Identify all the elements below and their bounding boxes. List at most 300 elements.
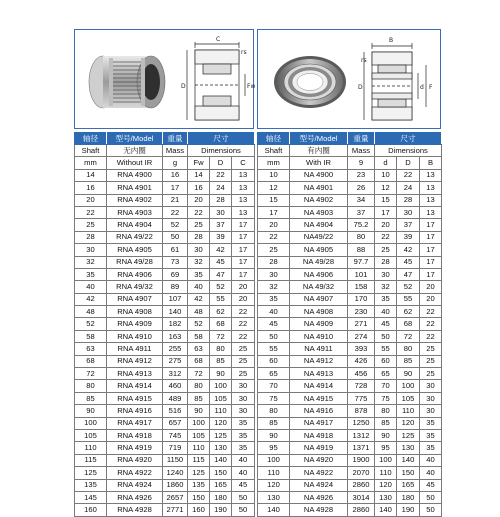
table-row: [258, 491, 442, 503]
dim-label-rs-right: rs: [361, 57, 367, 64]
dim2-cell: 190: [210, 504, 232, 516]
dim3-cell: 20: [232, 281, 255, 293]
dim2-cell: 68: [397, 318, 420, 330]
dim2-cell: 80: [210, 343, 232, 355]
model-cell: NA 4922: [290, 467, 348, 479]
dim2-cell: 28: [397, 194, 420, 206]
table-row: [75, 467, 255, 479]
model-cell: NA 4917: [290, 417, 348, 429]
mass-cell: 657: [163, 417, 188, 429]
model-cell: RNA 4906: [107, 268, 163, 280]
mass-cell: 158: [348, 281, 375, 293]
model-cell: RNA 4902: [107, 194, 163, 206]
mass-cell: 1371: [348, 442, 375, 454]
table-row: [75, 306, 255, 318]
shaft-cell: 35: [258, 293, 290, 305]
model-cell: NA 4920: [290, 454, 348, 466]
bearing-ring-photo: [274, 56, 346, 108]
mass-cell: 426: [348, 355, 375, 367]
dim2-cell: 150: [397, 467, 420, 479]
dim2-cell: 100: [210, 380, 232, 392]
table-row: [258, 194, 442, 206]
dim1-cell: 45: [375, 318, 397, 330]
shaft-cell: 85: [258, 417, 290, 429]
model-cell: RNA 4908: [107, 306, 163, 318]
dim3-cell: 13: [232, 182, 255, 194]
dim3-cell: 50: [420, 504, 442, 516]
dim3-cell: 35: [420, 417, 442, 429]
col-header-mass-right: Mass: [348, 145, 375, 157]
model-cell: NA 4904: [290, 219, 348, 231]
dim3-cell: 30: [232, 405, 255, 417]
mass-cell: 255: [163, 343, 188, 355]
dim2-cell: 140: [397, 454, 420, 466]
dim3-cell: 25: [420, 368, 442, 380]
dim3-cell: 13: [232, 206, 255, 218]
shaft-cell: 63: [75, 343, 107, 355]
col-unit-d: D: [210, 157, 232, 169]
col-header-model-right: 有内圈: [290, 145, 348, 157]
dim2-cell: 42: [210, 244, 232, 256]
dim2-cell: 52: [397, 281, 420, 293]
dim3-cell: 13: [232, 194, 255, 206]
table-row: [75, 454, 255, 466]
mass-cell: 274: [348, 330, 375, 342]
table-row: [258, 256, 442, 268]
dim3-cell: 13: [420, 194, 442, 206]
shaft-cell: 35: [75, 268, 107, 280]
mass-cell: 75.2: [348, 219, 375, 231]
mass-cell: 489: [163, 392, 188, 404]
shaft-cell: 80: [258, 405, 290, 417]
header-row-units: [75, 157, 255, 169]
mass-cell: 1900: [348, 454, 375, 466]
mass-cell: 80: [348, 231, 375, 243]
mass-cell: 1860: [163, 479, 188, 491]
col-unit-b: B: [420, 157, 442, 169]
col-header-model-zh: 型号/Model: [107, 133, 163, 145]
mass-cell: 21: [163, 194, 188, 206]
dim3-cell: 20: [232, 293, 255, 305]
dim1-cell: 12: [375, 182, 397, 194]
model-cell: NA 4908: [290, 306, 348, 318]
dim1-cell: 125: [188, 467, 210, 479]
dim3-cell: 17: [232, 244, 255, 256]
mass-cell: 1150: [163, 454, 188, 466]
col-header-model-zh-right: 型号/Model: [290, 133, 348, 145]
dim1-cell: 17: [375, 206, 397, 218]
table-row: [75, 169, 255, 181]
shaft-cell: 130: [258, 491, 290, 503]
mass-cell: 182: [163, 318, 188, 330]
table-row: [258, 355, 442, 367]
table-row: [75, 231, 255, 243]
dim3-cell: 25: [232, 355, 255, 367]
mass-cell: 2860: [348, 479, 375, 491]
dim1-cell: 20: [188, 194, 210, 206]
mass-cell: 719: [163, 442, 188, 454]
col-header-dimensions: Dimensions: [188, 145, 255, 157]
dim1-cell: 80: [188, 380, 210, 392]
dim3-cell: 22: [232, 306, 255, 318]
shaft-cell: 120: [258, 479, 290, 491]
mass-cell: 271: [348, 318, 375, 330]
shaft-cell: 28: [258, 256, 290, 268]
shaft-cell: 110: [258, 467, 290, 479]
model-cell: NA 4910: [290, 330, 348, 342]
model-cell: RNA 4916: [107, 405, 163, 417]
model-cell: RNA 4919: [107, 442, 163, 454]
model-cell: NA 4903: [290, 206, 348, 218]
dim3-cell: 22: [420, 306, 442, 318]
mass-cell: 163: [163, 330, 188, 342]
dim1-cell: 32: [375, 281, 397, 293]
dim1-cell: 55: [375, 343, 397, 355]
dim1-cell: 52: [188, 318, 210, 330]
col-unit-model: Without IR: [107, 157, 163, 169]
table-row: [75, 442, 255, 454]
dim2-cell: 62: [210, 306, 232, 318]
shaft-cell: 15: [258, 194, 290, 206]
table-row: [258, 467, 442, 479]
model-cell: NA 4902: [290, 194, 348, 206]
shaft-cell: 42: [75, 293, 107, 305]
dim1-cell: 80: [375, 405, 397, 417]
table-row: [75, 380, 255, 392]
mass-cell: 775: [348, 392, 375, 404]
mass-cell: 2070: [348, 467, 375, 479]
dim1-cell: 135: [188, 479, 210, 491]
table-row: [258, 405, 442, 417]
dim1-cell: 40: [375, 306, 397, 318]
shaft-cell: 20: [258, 219, 290, 231]
model-cell: RNA 4913: [107, 368, 163, 380]
dim2-cell: 47: [397, 268, 420, 280]
shaft-cell: 65: [258, 368, 290, 380]
table-row: [258, 442, 442, 454]
model-cell: NA 4900: [290, 169, 348, 181]
dim3-cell: 45: [420, 479, 442, 491]
dim-label-fw: Fw: [247, 83, 255, 90]
figure-row: [74, 29, 441, 131]
header-row-english: [75, 145, 255, 157]
model-cell: RNA 4917: [107, 417, 163, 429]
mass-cell: 107: [163, 293, 188, 305]
table-row: [258, 293, 442, 305]
dim3-cell: 50: [232, 491, 255, 503]
mass-cell: 101: [348, 268, 375, 280]
table-row: [75, 293, 255, 305]
dim-label-d-outer: D: [358, 84, 363, 91]
dim2-cell: 85: [397, 355, 420, 367]
mass-cell: 34: [348, 194, 375, 206]
dim3-cell: 35: [420, 429, 442, 441]
table-without-inner-ring: [74, 132, 255, 517]
table-row: [258, 318, 442, 330]
shaft-cell: 28: [75, 231, 107, 243]
dim2-cell: 165: [210, 479, 232, 491]
shaft-cell: 25: [75, 219, 107, 231]
model-cell: RNA 4922: [107, 467, 163, 479]
col-unit-d-inner: d: [375, 157, 397, 169]
shaft-cell: 17: [258, 206, 290, 218]
dim2-cell: 105: [210, 392, 232, 404]
dim-label-f: F: [429, 84, 433, 91]
mass-cell: 460: [163, 380, 188, 392]
dim1-cell: 35: [375, 293, 397, 305]
dim3-cell: 17: [232, 268, 255, 280]
shaft-cell: 95: [258, 442, 290, 454]
dim1-cell: 20: [375, 219, 397, 231]
mass-cell: 73: [163, 256, 188, 268]
dim2-cell: 140: [210, 454, 232, 466]
dim2-cell: 52: [210, 281, 232, 293]
header-row-chinese: [75, 133, 255, 145]
model-cell: RNA 4909: [107, 318, 163, 330]
col-header-mass-zh-right: 重量: [348, 133, 375, 145]
dim2-cell: 30: [210, 206, 232, 218]
header-row-english-right: [258, 145, 442, 157]
mass-cell: 2860: [348, 504, 375, 516]
table-row: [75, 244, 255, 256]
dim3-cell: 17: [420, 244, 442, 256]
mass-cell: 312: [163, 368, 188, 380]
bearing-without-ir-figure: [75, 30, 255, 130]
mass-cell: 516: [163, 405, 188, 417]
dim2-cell: 30: [397, 206, 420, 218]
dim1-cell: 115: [188, 454, 210, 466]
mass-cell: 16: [163, 169, 188, 181]
dim1-cell: 10: [375, 169, 397, 181]
dim2-cell: 22: [397, 169, 420, 181]
dim1-cell: 28: [188, 231, 210, 243]
mass-cell: 88: [348, 244, 375, 256]
dim1-cell: 140: [375, 504, 397, 516]
model-cell: RNA 4914: [107, 380, 163, 392]
dim2-cell: 72: [210, 330, 232, 342]
dim2-cell: 37: [210, 219, 232, 231]
table-body-without-ir: [75, 169, 255, 516]
shaft-cell: 40: [258, 306, 290, 318]
bearing-with-ir-panel: [257, 29, 441, 129]
bearing-with-ir-figure: [258, 30, 442, 130]
model-cell: NA 4909: [290, 318, 348, 330]
model-cell: RNA 49/32: [107, 281, 163, 293]
table-row: [258, 504, 442, 516]
model-cell: NA 49/32: [290, 281, 348, 293]
table-row: [75, 194, 255, 206]
shaft-cell: 22: [75, 206, 107, 218]
shaft-cell: 20: [75, 194, 107, 206]
col-header-shaft-zh-right: 轴径: [258, 133, 290, 145]
shaft-cell: 45: [258, 318, 290, 330]
col-unit-model-right: With IR: [290, 157, 348, 169]
dim1-cell: 32: [188, 256, 210, 268]
shaft-cell: 55: [258, 343, 290, 355]
table-row: [75, 206, 255, 218]
mass-cell: 2771: [163, 504, 188, 516]
dim2-cell: 105: [397, 392, 420, 404]
model-cell: RNA 4910: [107, 330, 163, 342]
dim1-cell: 22: [375, 231, 397, 243]
dim3-cell: 40: [420, 467, 442, 479]
mass-cell: 140: [163, 306, 188, 318]
dim3-cell: 40: [232, 454, 255, 466]
model-cell: RNA 4918: [107, 429, 163, 441]
mass-cell: 170: [348, 293, 375, 305]
shaft-cell: 25: [258, 244, 290, 256]
dim3-cell: 45: [232, 479, 255, 491]
shaft-cell: 32: [75, 256, 107, 268]
dim1-cell: 105: [188, 429, 210, 441]
dim1-cell: 58: [188, 330, 210, 342]
shaft-cell: 72: [75, 368, 107, 380]
dim2-cell: 180: [397, 491, 420, 503]
table-row: [75, 355, 255, 367]
col-unit-shaft: mm: [75, 157, 107, 169]
model-cell: NA 4913: [290, 368, 348, 380]
shaft-cell: 100: [75, 417, 107, 429]
dim2-cell: 110: [397, 405, 420, 417]
dim2-cell: 22: [210, 169, 232, 181]
dim3-cell: 35: [420, 442, 442, 454]
table-row: [75, 330, 255, 342]
model-cell: RNA 4926: [107, 491, 163, 503]
dim2-cell: 39: [210, 231, 232, 243]
model-cell: RNA 49/28: [107, 256, 163, 268]
dim3-cell: 25: [420, 355, 442, 367]
dim-label-c: C: [216, 36, 221, 43]
table-row: [258, 219, 442, 231]
shaft-cell: 40: [75, 281, 107, 293]
table-row: [75, 182, 255, 194]
col-header-dims-zh-right: 尺寸: [375, 133, 442, 145]
mass-cell: 745: [163, 429, 188, 441]
dim2-cell: 100: [397, 380, 420, 392]
table-row: [75, 268, 255, 280]
dim1-cell: 28: [375, 256, 397, 268]
dim1-cell: 42: [188, 293, 210, 305]
table-row: [258, 392, 442, 404]
spec-sheet: [74, 29, 441, 515]
col-header-mass: Mass: [163, 145, 188, 157]
dim2-cell: 55: [397, 293, 420, 305]
model-cell: NA 4916: [290, 405, 348, 417]
dim3-cell: 17: [232, 256, 255, 268]
dim3-cell: 20: [420, 281, 442, 293]
dim3-cell: 50: [232, 504, 255, 516]
table-row: [75, 405, 255, 417]
model-cell: RNA 4911: [107, 343, 163, 355]
mass-cell: 50: [163, 231, 188, 243]
col-unit-mass-right: 9: [348, 157, 375, 169]
model-cell: NA 4901: [290, 182, 348, 194]
dim3-cell: 17: [420, 268, 442, 280]
dim1-cell: 48: [188, 306, 210, 318]
dim1-cell: 60: [375, 355, 397, 367]
dim1-cell: 90: [188, 405, 210, 417]
dim1-cell: 75: [375, 392, 397, 404]
model-cell: NA 4914: [290, 380, 348, 392]
bearing-with-ir-drawing: [364, 43, 426, 120]
dim2-cell: 120: [397, 417, 420, 429]
model-cell: NA 4907: [290, 293, 348, 305]
dim2-cell: 120: [210, 417, 232, 429]
dim3-cell: 22: [420, 318, 442, 330]
mass-cell: 456: [348, 368, 375, 380]
dim1-cell: 63: [188, 343, 210, 355]
table-row: [258, 417, 442, 429]
shaft-cell: 58: [75, 330, 107, 342]
mass-cell: 23: [348, 169, 375, 181]
dim3-cell: 17: [232, 231, 255, 243]
mass-cell: 69: [163, 268, 188, 280]
table-row: [75, 491, 255, 503]
table-row: [258, 479, 442, 491]
dim2-cell: 110: [210, 405, 232, 417]
dim1-cell: 30: [375, 268, 397, 280]
dim2-cell: 45: [210, 256, 232, 268]
table-row: [258, 206, 442, 218]
dim2-cell: 130: [210, 442, 232, 454]
dim3-cell: 13: [420, 169, 442, 181]
shaft-cell: 80: [75, 380, 107, 392]
mass-cell: 1240: [163, 467, 188, 479]
mass-cell: 52: [163, 219, 188, 231]
model-cell: NA49/22: [290, 231, 348, 243]
dim1-cell: 30: [188, 244, 210, 256]
dim1-cell: 110: [188, 442, 210, 454]
dim3-cell: 25: [420, 343, 442, 355]
shaft-cell: 68: [75, 355, 107, 367]
table-row: [75, 318, 255, 330]
model-cell: RNA 4912: [107, 355, 163, 367]
shaft-cell: 48: [75, 306, 107, 318]
dim-label-d: D: [181, 83, 186, 90]
dim3-cell: 13: [232, 169, 255, 181]
dim1-cell: 70: [375, 380, 397, 392]
mass-cell: 89: [163, 281, 188, 293]
model-cell: RNA 4905: [107, 244, 163, 256]
model-cell: RNA 49/22: [107, 231, 163, 243]
shaft-cell: 160: [75, 504, 107, 516]
shaft-cell: 90: [258, 429, 290, 441]
model-cell: NA 4912: [290, 355, 348, 367]
model-cell: RNA 4900: [107, 169, 163, 181]
dim-label-rs: rs: [241, 49, 247, 56]
table-row: [258, 380, 442, 392]
dim3-cell: 13: [420, 206, 442, 218]
dim1-cell: 68: [188, 355, 210, 367]
bearing-without-ir-panel: [74, 29, 254, 129]
dim1-cell: 50: [375, 330, 397, 342]
dim-label-d-inner: d: [420, 84, 424, 91]
shaft-cell: 50: [258, 330, 290, 342]
dim3-cell: 17: [420, 219, 442, 231]
table-with-inner-ring: [257, 132, 442, 517]
header-row-units-right: [258, 157, 442, 169]
col-header-dimensions-right: Dimensions: [375, 145, 442, 157]
model-cell: RNA 4904: [107, 219, 163, 231]
mass-cell: 22: [163, 206, 188, 218]
shaft-cell: 85: [75, 392, 107, 404]
table-row: [258, 268, 442, 280]
dim2-cell: 85: [210, 355, 232, 367]
table-row: [75, 368, 255, 380]
shaft-cell: 140: [258, 504, 290, 516]
dim1-cell: 100: [375, 454, 397, 466]
dim2-cell: 80: [397, 343, 420, 355]
